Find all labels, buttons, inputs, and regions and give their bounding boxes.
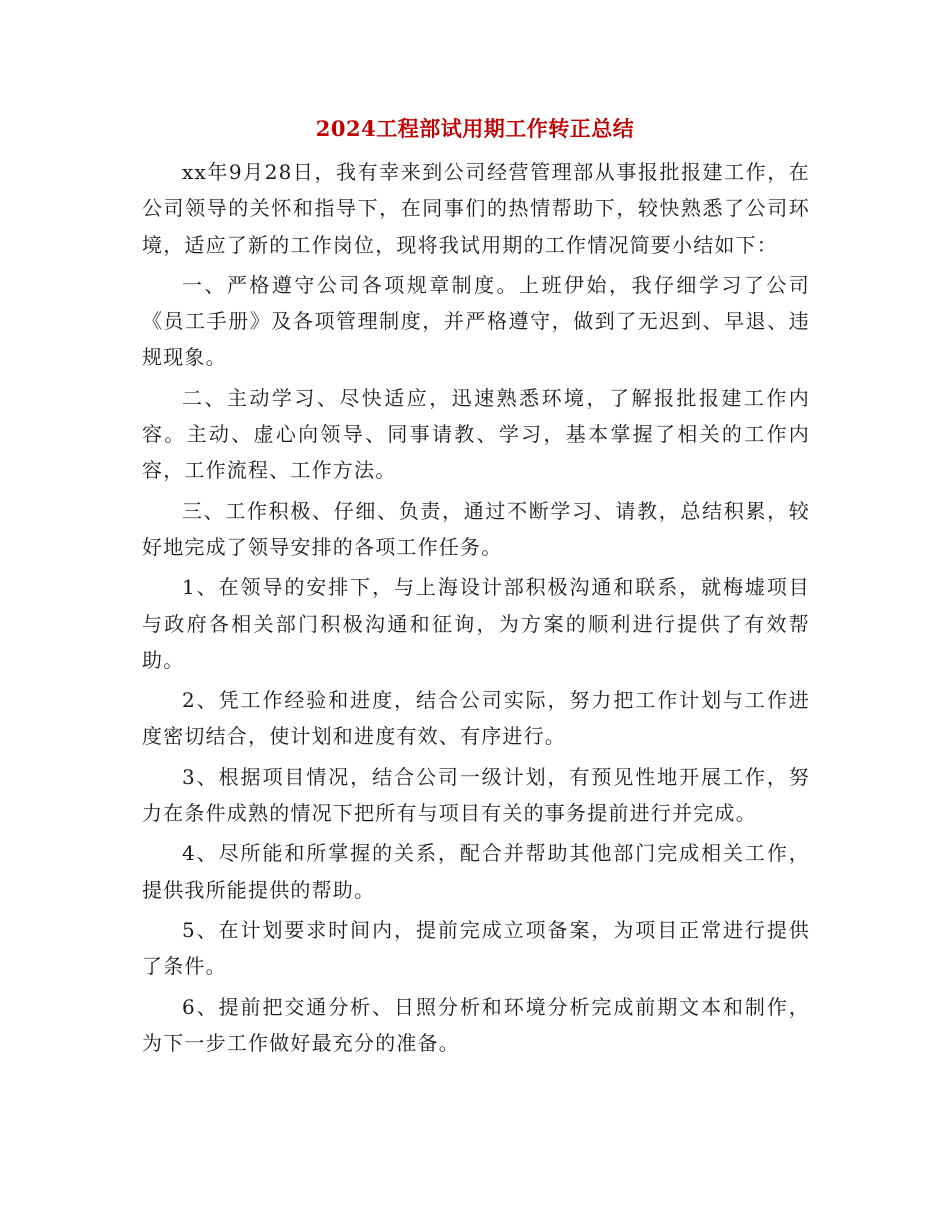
paragraph-item-2: 2、凭工作经验和进度，结合公司实际，努力把工作计划与工作进度密切结合，使计划和进度有效、有序进行。 [142,688,810,749]
paragraph-item-5: 5、在计划要求时间内，提前完成立项备案，为项目正常进行提供了条件。 [142,917,810,979]
paragraph-intro: xx年9月28日，我有幸来到公司经营管理部从事报批报建工作，在公司领导的关怀和指导下，在同事们的热情帮助下，较快熟悉了公司环境，适应了新的工作岗位，现将我试用期的工作情况简要小结如下： [142,160,810,257]
document-title: 2024工程部试用期工作转正总结 [315,116,635,141]
document-body [142,154,810,1065]
paragraph-item-3: 3、根据项目情况，结合公司一级计划，有预见性地开展工作，努力在条件成熟的情况下把所有与项目有关的事务提前进行并完成。 [142,764,810,826]
paragraph-section-3: 三、工作积极、仔细、负责，通过不断学习、请教，总结积累，较好地完成了领导安排的各项工作任务。 [142,498,810,559]
paragraph-section-1: 一、严格遵守公司各项规章制度。上班伊始，我仔细学习了公司《员工手册》及各项管理制度，并严格遵守，做到了无迟到、早退、违规现象。 [142,272,810,370]
paragraph-section-2: 二、主动学习、尽快适应，迅速熟悉环境，了解报批报建工作内容。主动、虚心向领导、同事请教、学习，基本掌握了相关的工作内容，工作流程、工作方法。 [142,385,810,483]
paragraph-item-4: 4、尽所能和所掌握的关系，配合并帮助其他部门完成相关工作，提供我所能提供的帮助。 [142,841,810,902]
paragraph-item-6: 6、提前把交通分析、日照分析和环境分析完成前期文本和制作，为下一步工作做好最充分的准备。 [142,994,810,1055]
paragraph-item-1: 1、在领导的安排下，与上海设计部积极沟通和联系，就梅墟项目与政府各相关部门积极沟通和征询，为方案的顺利进行提供了有效帮助。 [142,575,810,672]
